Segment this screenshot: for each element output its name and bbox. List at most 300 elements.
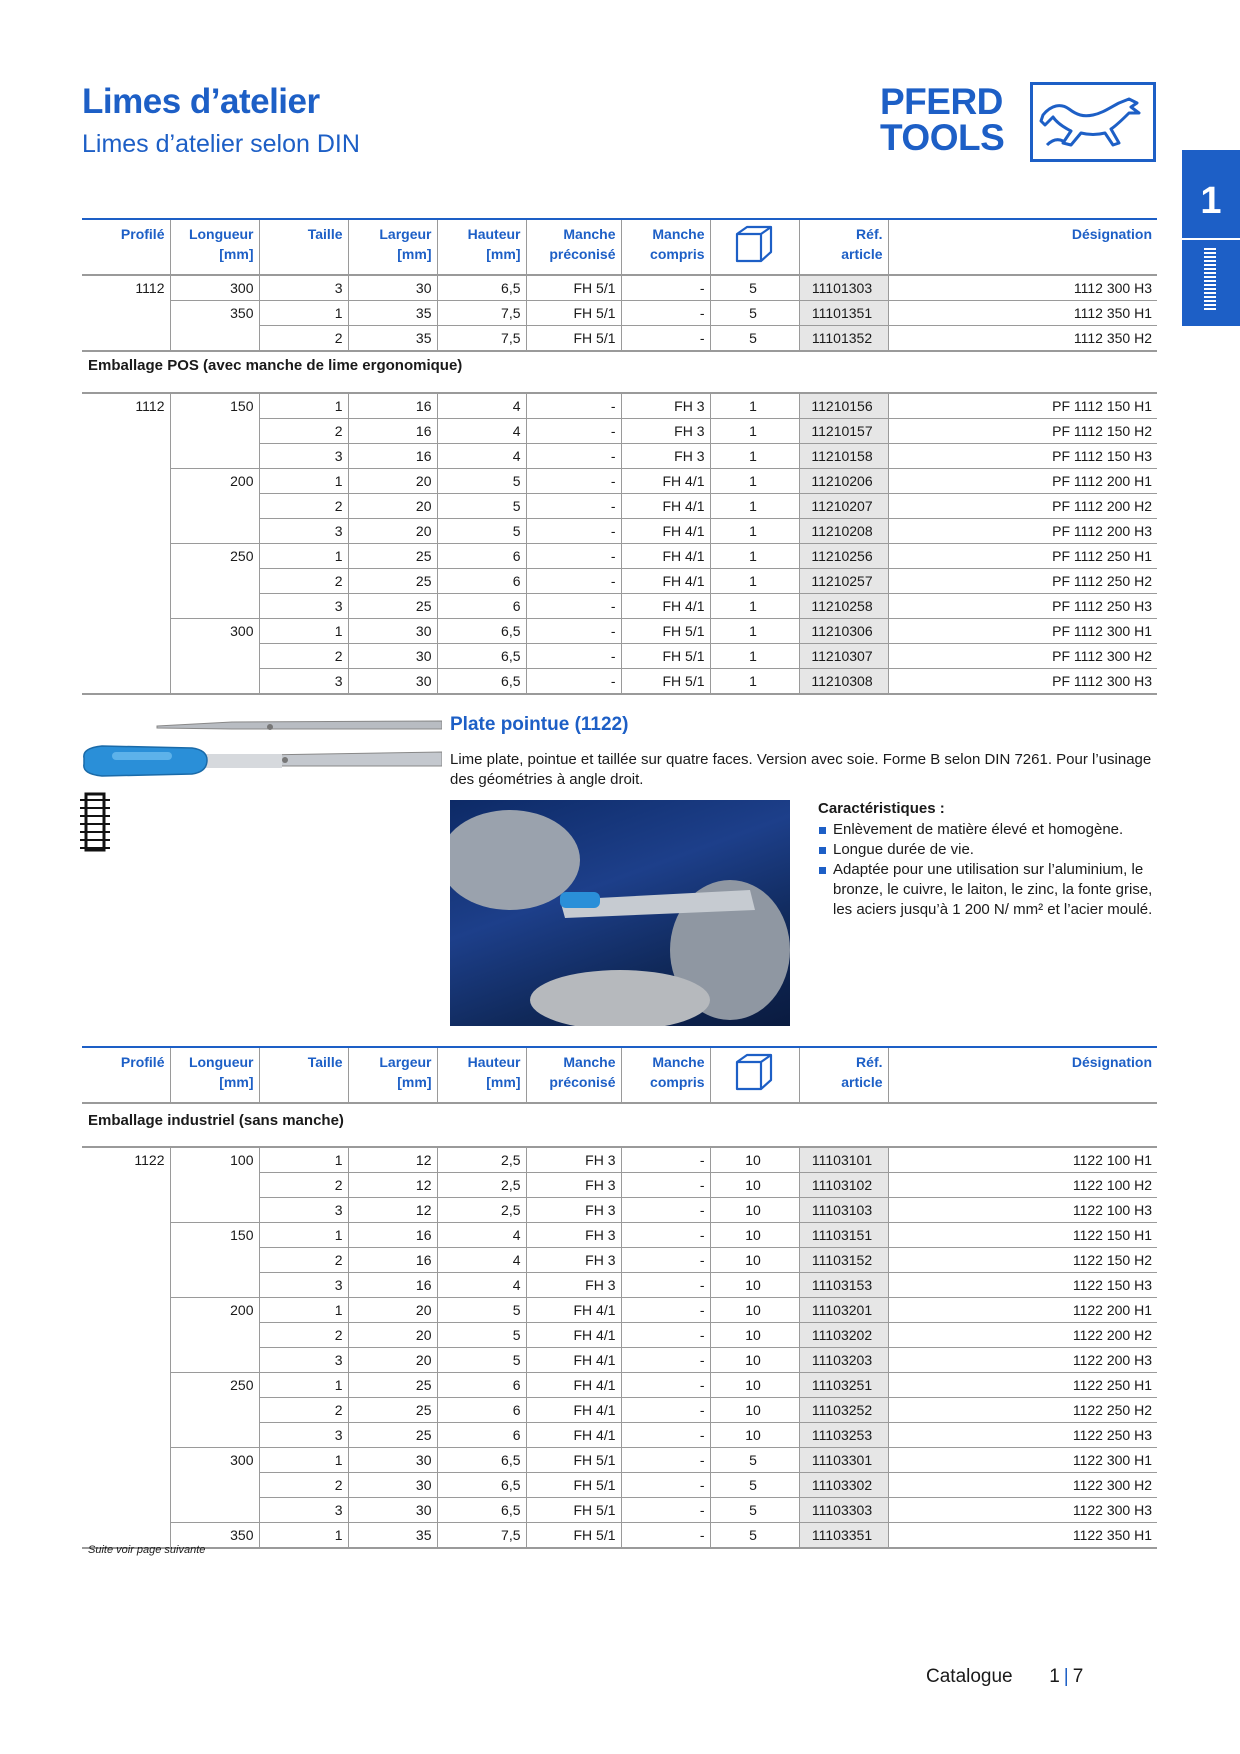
table-cell: 12 [348, 1198, 437, 1223]
chapter-tab[interactable] [1182, 150, 1240, 326]
table-cell: - [526, 494, 621, 519]
table-cell: 25 [348, 1423, 437, 1448]
table-cell: 11210306 [799, 619, 888, 644]
table-cell: 1112 [135, 280, 165, 297]
table-row [82, 419, 1157, 444]
table-cell [82, 419, 170, 444]
header-recommended-handle: Manche préconisé [526, 1047, 621, 1103]
table-cell: 11210257 [799, 569, 888, 594]
table-cell: 10 [710, 1423, 799, 1448]
table-cell: 11103202 [799, 1323, 888, 1348]
table-cell: 1112 350 H2 [888, 326, 1157, 352]
file-profile-icon [80, 790, 110, 854]
table-cell: 5 [437, 1348, 526, 1373]
table-cell: 4 [437, 393, 526, 419]
table-cell: 20 [348, 1323, 437, 1348]
footer-page: 7 [1072, 1666, 1084, 1687]
table-cell: - [621, 1223, 710, 1248]
table-cell [82, 1448, 170, 1473]
table-cell: 6,5 [437, 644, 526, 669]
table-cell: 25 [348, 569, 437, 594]
table-row [82, 469, 1157, 494]
table-cell: 11103102 [799, 1173, 888, 1198]
table-cell: 1122 250 H1 [888, 1373, 1157, 1398]
table-cell: 16 [348, 419, 437, 444]
table-cell [170, 1348, 259, 1373]
table-cell: 6,5 [437, 1473, 526, 1498]
table-cell [170, 1173, 259, 1198]
table-row [82, 301, 1157, 326]
table-cell: FH 5/1 [526, 301, 621, 326]
table-cell: 1 [710, 419, 799, 444]
table-cell: 150 [170, 393, 259, 419]
file-icon [1204, 248, 1216, 312]
table-cell: 300 [170, 275, 259, 301]
table-cell: 5 [710, 275, 799, 301]
table-cell: 30 [348, 1473, 437, 1498]
table-cell: 10 [710, 1223, 799, 1248]
table-cell: 1122 200 H3 [888, 1348, 1157, 1373]
table-cell: 1 [710, 644, 799, 669]
table-cell: - [621, 1398, 710, 1423]
header-designation: Désignation [888, 1047, 1157, 1103]
table-cell: FH 4/1 [621, 569, 710, 594]
table-cell [170, 419, 259, 444]
list-item: Adaptée pour une utilisation sur l’aluminium, le bronze, le cuivre, le laiton, le zinc, la fonte grise, les aciers jusqu’à 1 200 N/ mm² et l’acier moulé. [818, 860, 1163, 920]
table-cell: 1 [259, 393, 348, 419]
table-cell [82, 494, 170, 519]
table-cell: 6,5 [437, 275, 526, 301]
product-photo [450, 800, 790, 1026]
table-cell: 6,5 [437, 1448, 526, 1473]
table-cell: FH 4/1 [526, 1323, 621, 1348]
table-row [82, 494, 1157, 519]
table-cell: FH 4/1 [621, 469, 710, 494]
table-cell [82, 1323, 170, 1348]
table-cell: 200 [170, 469, 259, 494]
table-cell: FH 4/1 [526, 1423, 621, 1448]
table-cell: FH 4/1 [526, 1373, 621, 1398]
table-cell: 6,5 [437, 1498, 526, 1523]
table-cell: 7,5 [437, 1523, 526, 1549]
horse-logo-icon [1030, 82, 1156, 162]
table-cell: 1112 [82, 393, 170, 419]
table-cell: 11210256 [799, 544, 888, 569]
table-cell: FH 5/1 [526, 1448, 621, 1473]
table-cell: 7,5 [437, 326, 526, 352]
table-cell: FH 4/1 [621, 519, 710, 544]
table-cell: PF 1112 300 H2 [888, 644, 1157, 669]
table-cell: 11103253 [799, 1423, 888, 1448]
table-cell: 1 [710, 444, 799, 469]
table-cell: 1 [710, 619, 799, 644]
table-cell: 35 [348, 1523, 437, 1549]
table-cell: 1122 150 H1 [888, 1223, 1157, 1248]
header-article-ref: Réf. article [799, 1047, 888, 1103]
table-row [82, 1323, 1157, 1348]
table-cell [82, 1473, 170, 1498]
table-cell: PF 1112 150 H2 [888, 419, 1157, 444]
table-cell: 5 [710, 1473, 799, 1498]
table-cell: 11210207 [799, 494, 888, 519]
table-cell: 1122 200 H2 [888, 1323, 1157, 1348]
table-cell: - [621, 1448, 710, 1473]
table-cell: 4 [437, 1248, 526, 1273]
logo-line-2: TOOLS [880, 117, 1005, 158]
table-cell: FH 4/1 [621, 544, 710, 569]
table-row [82, 275, 1157, 301]
table-cell: 20 [348, 519, 437, 544]
footer-separator: | [1063, 1666, 1069, 1687]
table-cell: 2 [259, 326, 348, 352]
table-cell: 30 [348, 275, 437, 301]
table-cell: FH 3 [621, 419, 710, 444]
table-cell: 1 [259, 469, 348, 494]
table-cell: 20 [348, 469, 437, 494]
table-cell: 5 [437, 494, 526, 519]
table-cell [82, 594, 170, 619]
header-designation: Désignation [888, 219, 1157, 275]
header-width: Largeur [mm] [348, 1047, 437, 1103]
table-cell: 350 [170, 301, 259, 326]
table-cell: PF 1112 150 H3 [888, 444, 1157, 469]
table-cell [82, 1198, 170, 1223]
table-cell: 2,5 [437, 1173, 526, 1198]
table-cell: 1 [259, 1298, 348, 1323]
table-cell: - [621, 326, 710, 352]
table-row [82, 1398, 1157, 1423]
table-cell: FH 5/1 [526, 1523, 621, 1549]
table-cell: 11103201 [799, 1298, 888, 1323]
table-cell: 3 [259, 444, 348, 469]
footer-label: Catalogue [926, 1666, 1013, 1687]
table-cell: 1122 [82, 1147, 170, 1173]
table-cell: 12 [348, 1147, 437, 1173]
table-cell [170, 1398, 259, 1423]
table-cell: 2 [259, 1473, 348, 1498]
table-cell [82, 1173, 170, 1198]
table-cell: 5 [437, 1323, 526, 1348]
table-cell: 100 [170, 1147, 259, 1173]
table-cell [170, 594, 259, 619]
table-cell: 1 [259, 1523, 348, 1549]
table-cell: 1112 300 H3 [888, 275, 1157, 301]
table-cell: 1122 100 H1 [888, 1147, 1157, 1173]
chapter-tab-divider [1182, 238, 1240, 240]
table-cell: 3 [259, 1273, 348, 1298]
product-title: Plate pointue (1122) [450, 714, 629, 735]
table-cell: 6 [437, 1398, 526, 1423]
product-table-1112 [82, 218, 1157, 352]
table-cell: 7,5 [437, 301, 526, 326]
table-cell: 11103103 [799, 1198, 888, 1223]
table-cell: 11103303 [799, 1498, 888, 1523]
table-cell: - [526, 569, 621, 594]
table-cell: 10 [710, 1348, 799, 1373]
table-cell: 5 [710, 1448, 799, 1473]
table-cell: 2 [259, 1248, 348, 1273]
table-cell: - [526, 419, 621, 444]
table-cell: 1 [259, 619, 348, 644]
header-height: Hauteur [mm] [437, 1047, 526, 1103]
table-cell: FH 3 [526, 1198, 621, 1223]
table-row [82, 1523, 1157, 1549]
table-cell: 30 [348, 1448, 437, 1473]
table-cell: - [526, 444, 621, 469]
table-cell: 4 [437, 444, 526, 469]
table-cell: 5 [437, 1298, 526, 1323]
table-cell: - [526, 544, 621, 569]
header-length: Longueur [mm] [170, 219, 259, 275]
table-cell: 1122 100 H3 [888, 1198, 1157, 1223]
table-cell: FH 4/1 [621, 494, 710, 519]
header-included-handle: Manche compris [621, 1047, 710, 1103]
table-cell: 4 [437, 419, 526, 444]
table-cell: 1 [259, 1373, 348, 1398]
table-cell: 3 [259, 519, 348, 544]
header-packaging-qty [710, 219, 799, 275]
logo-line-1: PFERD [880, 81, 1003, 122]
table-cell: FH 5/1 [621, 619, 710, 644]
table-row [82, 326, 1157, 352]
table-cell: 6 [437, 569, 526, 594]
table-cell: FH 5/1 [526, 1498, 621, 1523]
table-cell: 1 [259, 1448, 348, 1473]
table-cell: 11101351 [799, 301, 888, 326]
table-cell [170, 1273, 259, 1298]
table-row [82, 619, 1157, 644]
table-cell: 11103153 [799, 1273, 888, 1298]
table-row [82, 1223, 1157, 1248]
table-row [82, 393, 1157, 419]
table-cell: - [621, 1198, 710, 1223]
table-cell: 1 [259, 301, 348, 326]
table-cell: 16 [348, 444, 437, 469]
table-cell: - [526, 644, 621, 669]
file-product-image [82, 708, 442, 788]
table-cell: - [621, 1473, 710, 1498]
table-cell [170, 569, 259, 594]
table-cell: - [621, 1498, 710, 1523]
table-cell: FH 3 [526, 1273, 621, 1298]
table-cell: 11210208 [799, 519, 888, 544]
table-cell: 3 [259, 275, 348, 301]
table-cell [82, 519, 170, 544]
table-cell: 5 [437, 469, 526, 494]
table-cell: 1 [259, 544, 348, 569]
table-row [82, 1473, 1157, 1498]
table-cell: 6,5 [437, 669, 526, 695]
table-cell: 10 [710, 1298, 799, 1323]
table-cell: PF 1112 300 H3 [888, 669, 1157, 695]
table-row [82, 569, 1157, 594]
table-cell: FH 5/1 [621, 644, 710, 669]
table-cell: - [621, 1323, 710, 1348]
product-table-pos [82, 392, 1157, 695]
table-cell: - [621, 1248, 710, 1273]
table-cell: - [621, 1298, 710, 1323]
table-cell: FH 3 [526, 1223, 621, 1248]
table-cell: 1 [710, 569, 799, 594]
table-cell: 2 [259, 1323, 348, 1348]
table-row [82, 1373, 1157, 1398]
table-cell [170, 1423, 259, 1448]
table-cell: - [526, 619, 621, 644]
table-cell: 20 [348, 1298, 437, 1323]
table-cell [82, 469, 170, 494]
table-cell [82, 1348, 170, 1373]
table-cell: 1122 250 H2 [888, 1398, 1157, 1423]
table-cell: 1 [710, 544, 799, 569]
table-cell: 20 [348, 494, 437, 519]
list-item: Enlèvement de matière élevé et homogène. [818, 820, 1163, 840]
table-cell: 1122 250 H3 [888, 1423, 1157, 1448]
list-item: Longue durée de vie. [818, 840, 1163, 860]
table-cell: 20 [348, 1348, 437, 1373]
table-cell: 25 [348, 544, 437, 569]
table-cell [82, 569, 170, 594]
table-cell: 10 [710, 1273, 799, 1298]
table-cell: PF 1112 300 H1 [888, 619, 1157, 644]
table-row [82, 1173, 1157, 1198]
table-cell: - [621, 1173, 710, 1198]
table-row [82, 444, 1157, 469]
table-cell [82, 619, 170, 644]
table-cell: 5 [710, 301, 799, 326]
table-cell: 30 [348, 1498, 437, 1523]
header-recommended-handle: Manche préconisé [526, 219, 621, 275]
table-cell: 11103251 [799, 1373, 888, 1398]
table-cell: 1 [710, 519, 799, 544]
table-cell: 11103152 [799, 1248, 888, 1273]
table-cell: - [621, 1348, 710, 1373]
table-cell: 10 [710, 1173, 799, 1198]
table-cell: PF 1112 250 H1 [888, 544, 1157, 569]
table-cell: 11103302 [799, 1473, 888, 1498]
table-cell: 30 [348, 644, 437, 669]
table-cell: 2 [259, 419, 348, 444]
table-cell: 11210156 [799, 393, 888, 419]
table-cell: 1112 350 H1 [888, 301, 1157, 326]
table-cell [82, 1423, 170, 1448]
table-cell: FH 4/1 [526, 1348, 621, 1373]
table-cell: 1122 150 H2 [888, 1248, 1157, 1273]
header-packaging-qty [710, 1047, 799, 1103]
table-cell: 10 [710, 1398, 799, 1423]
table-cell [170, 519, 259, 544]
table-cell: - [621, 1423, 710, 1448]
table-cell [82, 1248, 170, 1273]
table-cell: 2 [259, 569, 348, 594]
table-cell: 11210206 [799, 469, 888, 494]
table-cell: FH 5/1 [526, 275, 621, 301]
table-cell: 2 [259, 1173, 348, 1198]
table-cell: FH 3 [621, 393, 710, 419]
table-cell: 11210258 [799, 594, 888, 619]
table-cell [82, 301, 170, 326]
table-cell: - [621, 1273, 710, 1298]
table-cell: - [526, 669, 621, 695]
table-cell: 1 [710, 669, 799, 695]
table-cell: 11103151 [799, 1223, 888, 1248]
table-row [82, 1448, 1157, 1473]
table-cell: 3 [259, 1198, 348, 1223]
table-cell: 35 [348, 326, 437, 352]
table-cell: 11101352 [799, 326, 888, 352]
table-cell: PF 1112 150 H1 [888, 393, 1157, 419]
continuation-note: Suite voir page suivante [88, 1544, 206, 1556]
table-cell: FH 3 [526, 1248, 621, 1273]
table-cell: 1122 350 H1 [888, 1523, 1157, 1549]
table-cell: 300 [170, 619, 259, 644]
table-cell [82, 1223, 170, 1248]
table-cell: 1 [259, 1147, 348, 1173]
table-cell: 1 [710, 494, 799, 519]
table-row [82, 1273, 1157, 1298]
header-height: Hauteur [mm] [437, 219, 526, 275]
characteristics-title: Caractéristiques : [818, 800, 945, 817]
table-cell: 4 [437, 1273, 526, 1298]
table-cell: FH 5/1 [526, 1473, 621, 1498]
table-cell: 10 [710, 1373, 799, 1398]
header-size: Taille [259, 219, 348, 275]
header-included-handle: Manche compris [621, 219, 710, 275]
table-cell: 16 [348, 1223, 437, 1248]
table-cell [82, 1273, 170, 1298]
table-cell: 150 [170, 1223, 259, 1248]
table-cell: 3 [259, 1348, 348, 1373]
package-box-icon [734, 224, 774, 264]
table-cell: PF 1112 200 H1 [888, 469, 1157, 494]
table-cell: 11210307 [799, 644, 888, 669]
table-cell: 11210158 [799, 444, 888, 469]
page-title: Limes d’atelier [82, 82, 320, 121]
table-cell: 1 [710, 594, 799, 619]
table-cell: - [526, 594, 621, 619]
table-row [82, 1498, 1157, 1523]
table-cell: PF 1112 250 H3 [888, 594, 1157, 619]
table-cell: 25 [348, 1398, 437, 1423]
table-cell: 25 [348, 594, 437, 619]
table-cell: 12 [348, 1173, 437, 1198]
table-cell: 5 [437, 519, 526, 544]
table-cell: FH 5/1 [621, 669, 710, 695]
table-cell: 250 [170, 544, 259, 569]
header-width: Largeur [mm] [348, 219, 437, 275]
table-cell [170, 1323, 259, 1348]
table-cell: 10 [710, 1198, 799, 1223]
table-cell [82, 644, 170, 669]
table-cell [170, 444, 259, 469]
table-cell [170, 1198, 259, 1223]
page-footer [926, 1666, 1083, 1688]
table-cell: 1122 300 H2 [888, 1473, 1157, 1498]
table-cell: - [621, 275, 710, 301]
table-cell [82, 1373, 170, 1398]
header-size: Taille [259, 1047, 348, 1103]
table-cell: - [526, 519, 621, 544]
table-cell: FH 3 [526, 1147, 621, 1173]
table-cell: - [621, 1523, 710, 1549]
table-cell [170, 326, 259, 352]
table-cell: 4 [437, 1223, 526, 1248]
table-cell [82, 1298, 170, 1323]
table-cell: PF 1112 250 H2 [888, 569, 1157, 594]
table-cell: 350 [170, 1523, 259, 1549]
product-description: Lime plate, pointue et taillée sur quatre faces. Version avec soie. Forme B selon DIN 7261. Pour l’usinage des géométries à angle droit. [450, 751, 1152, 788]
product-table-1122-header [82, 1046, 1157, 1104]
table-cell [170, 644, 259, 669]
